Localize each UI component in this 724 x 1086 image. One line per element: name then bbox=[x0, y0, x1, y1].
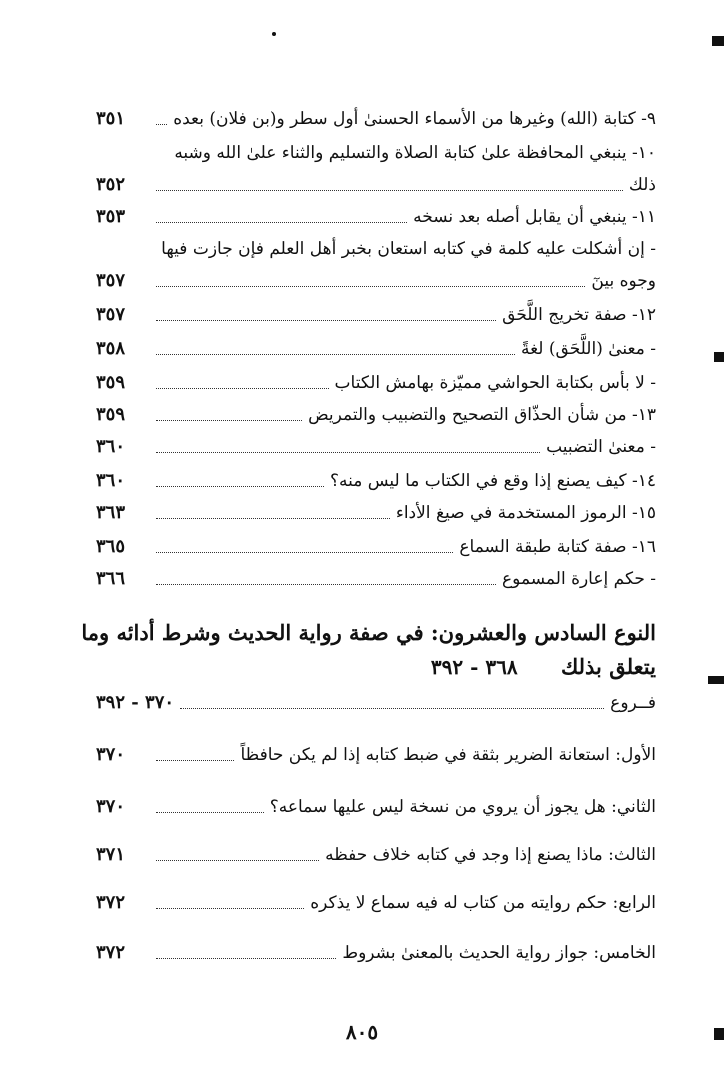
entry-title: - معنىٰ (اللَّحَق) لغةً bbox=[520, 339, 656, 359]
branches-title: فــروع bbox=[610, 693, 656, 713]
scan-speck bbox=[708, 676, 724, 684]
toc-entry bbox=[96, 468, 656, 494]
dot-leader bbox=[156, 552, 453, 553]
entry-page: ٣٥٩ bbox=[96, 404, 126, 425]
entry-page: ٣٥١ bbox=[96, 108, 126, 129]
entry-title: ١٣- من شأن الحذّاق التصحيح والتضبيب والتمريض bbox=[308, 405, 656, 425]
sub-entry bbox=[96, 890, 656, 916]
dot-leader bbox=[156, 486, 324, 487]
sub-entry-title: الثالث: ماذا يصنع إذا وجد في كتابه خلاف حفظه bbox=[325, 845, 656, 865]
dot-leader bbox=[156, 812, 264, 813]
sub-entry-title: الأول: استعانة الضرير بثقة في ضبط كتابه إذا لم يكن حافظاً bbox=[240, 745, 656, 765]
dot-leader bbox=[156, 388, 329, 389]
sub-entry bbox=[96, 842, 656, 868]
sub-entry-page: ٣٧٢ bbox=[96, 892, 126, 913]
toc-entry bbox=[96, 204, 656, 230]
toc-entry bbox=[96, 370, 656, 396]
section-heading-pages: ٣٦٨ - ٣٩٢ bbox=[430, 655, 518, 679]
entry-title: ١٦- صفة كتابة طبقة السماع bbox=[459, 537, 656, 557]
dot-leader bbox=[156, 354, 515, 355]
entry-title: - حكم إعارة المسموع bbox=[502, 569, 656, 589]
entry-title: ١٠- ينبغي المحافظة علىٰ كتابة الصلاة والتسليم والثناء علىٰ الله وشبه bbox=[174, 143, 656, 163]
scan-speck bbox=[712, 36, 724, 46]
entry-page: ٣٥٩ bbox=[96, 372, 126, 393]
dot-leader bbox=[156, 420, 302, 421]
dot-leader bbox=[156, 190, 623, 191]
dot-leader bbox=[156, 222, 407, 223]
entry-page: ٣٦٣ bbox=[96, 502, 126, 523]
toc-entry bbox=[96, 106, 656, 132]
entry-title: - إن أشكلت عليه كلمة في كتابه استعان بخبر أهل العلم فإن جازت فيها bbox=[161, 239, 656, 259]
entry-title: ٩- كتابة (الله) وغيرها من الأسماء الحسنىٰ أول سطر و(بن فلان) بعده bbox=[173, 109, 656, 129]
entry-title: - لا بأس بكتابة الحواشي مميّزة بهامش الكتاب bbox=[334, 373, 656, 393]
entry-title: ١١- ينبغي أن يقابل أصله بعد نسخه bbox=[413, 207, 656, 227]
dot-leader bbox=[156, 584, 496, 585]
sub-entry-page: ٣٧١ bbox=[96, 844, 126, 865]
branches-pages: ٣٧٠ - ٣٩٢ bbox=[96, 692, 175, 713]
entry-page: ٣٥٧ bbox=[96, 304, 126, 325]
sub-entry-page: ٣٧٠ bbox=[96, 796, 126, 817]
entry-page: ٣٦٠ bbox=[96, 436, 126, 457]
entry-page: ٣٦٠ bbox=[96, 470, 126, 491]
sub-entry bbox=[96, 794, 656, 820]
entry-title: - معنىٰ التضبيب bbox=[546, 437, 656, 457]
entry-page: ٣٦٦ bbox=[96, 568, 126, 589]
entry-page: ٣٥٨ bbox=[96, 338, 126, 359]
dot-leader bbox=[156, 124, 167, 125]
entry-title: ذلك bbox=[628, 175, 656, 195]
section-heading-line1: النوع السادس والعشرون: في صفة رواية الحديث وشرط أدائه وما bbox=[81, 620, 656, 645]
dot-leader bbox=[180, 708, 604, 709]
sub-entry-title: الرابع: حكم روايته من كتاب له فيه سماع لا يذكره bbox=[310, 893, 656, 913]
entry-page: ٣٦٥ bbox=[96, 536, 126, 557]
branches-entry bbox=[96, 690, 656, 716]
dot-leader bbox=[156, 518, 390, 519]
entry-page: ٣٥٧ bbox=[96, 270, 126, 291]
sub-entry bbox=[96, 742, 656, 768]
toc-entry bbox=[96, 268, 656, 294]
toc-entry bbox=[96, 402, 656, 428]
entry-page: ٣٥٢ bbox=[96, 174, 126, 195]
sub-entry-page: ٣٧٠ bbox=[96, 744, 126, 765]
toc-entry bbox=[96, 434, 656, 460]
sub-entry-page: ٣٧٢ bbox=[96, 942, 126, 963]
dot-leader bbox=[156, 908, 304, 909]
dot-leader bbox=[156, 452, 540, 453]
section-heading-continued bbox=[96, 652, 656, 682]
entry-title: وجوه بينٓ bbox=[591, 271, 656, 291]
scan-speck bbox=[714, 352, 724, 362]
toc-entry bbox=[96, 336, 656, 362]
entry-page: ٣٥٣ bbox=[96, 206, 126, 227]
section-heading bbox=[81, 618, 656, 648]
dot-leader bbox=[156, 286, 585, 287]
sub-entry-title: الثاني: هل يجوز أن يروي من نسخة ليس عليها سماعه؟ bbox=[269, 797, 656, 817]
sub-entry-title: الخامس: جواز رواية الحديث بالمعنىٰ بشروط bbox=[342, 943, 656, 963]
section-heading-line2: يتعلق بذلك bbox=[560, 654, 656, 679]
dot-leader bbox=[156, 958, 336, 959]
page-number: ٨٠٥ bbox=[345, 1020, 379, 1044]
entry-title: ١٤- كيف يصنع إذا وقع في الكتاب ما ليس منه؟ bbox=[329, 471, 656, 491]
dot-leader bbox=[156, 860, 319, 861]
toc-entry bbox=[96, 534, 656, 560]
toc-entry bbox=[96, 140, 656, 166]
dot-leader bbox=[156, 760, 234, 761]
toc-entry bbox=[96, 302, 656, 328]
toc-entry bbox=[96, 236, 656, 262]
sub-entry bbox=[96, 940, 656, 966]
toc-entry bbox=[96, 566, 656, 592]
entry-title: ١٥- الرموز المستخدمة في صيغ الأداء bbox=[395, 503, 656, 523]
dot-leader bbox=[156, 320, 496, 321]
entry-title: ١٢- صفة تخريج اللَّحَق bbox=[502, 305, 656, 325]
toc-entry bbox=[96, 500, 656, 526]
toc-entry bbox=[96, 172, 656, 198]
scan-speck bbox=[272, 32, 276, 36]
